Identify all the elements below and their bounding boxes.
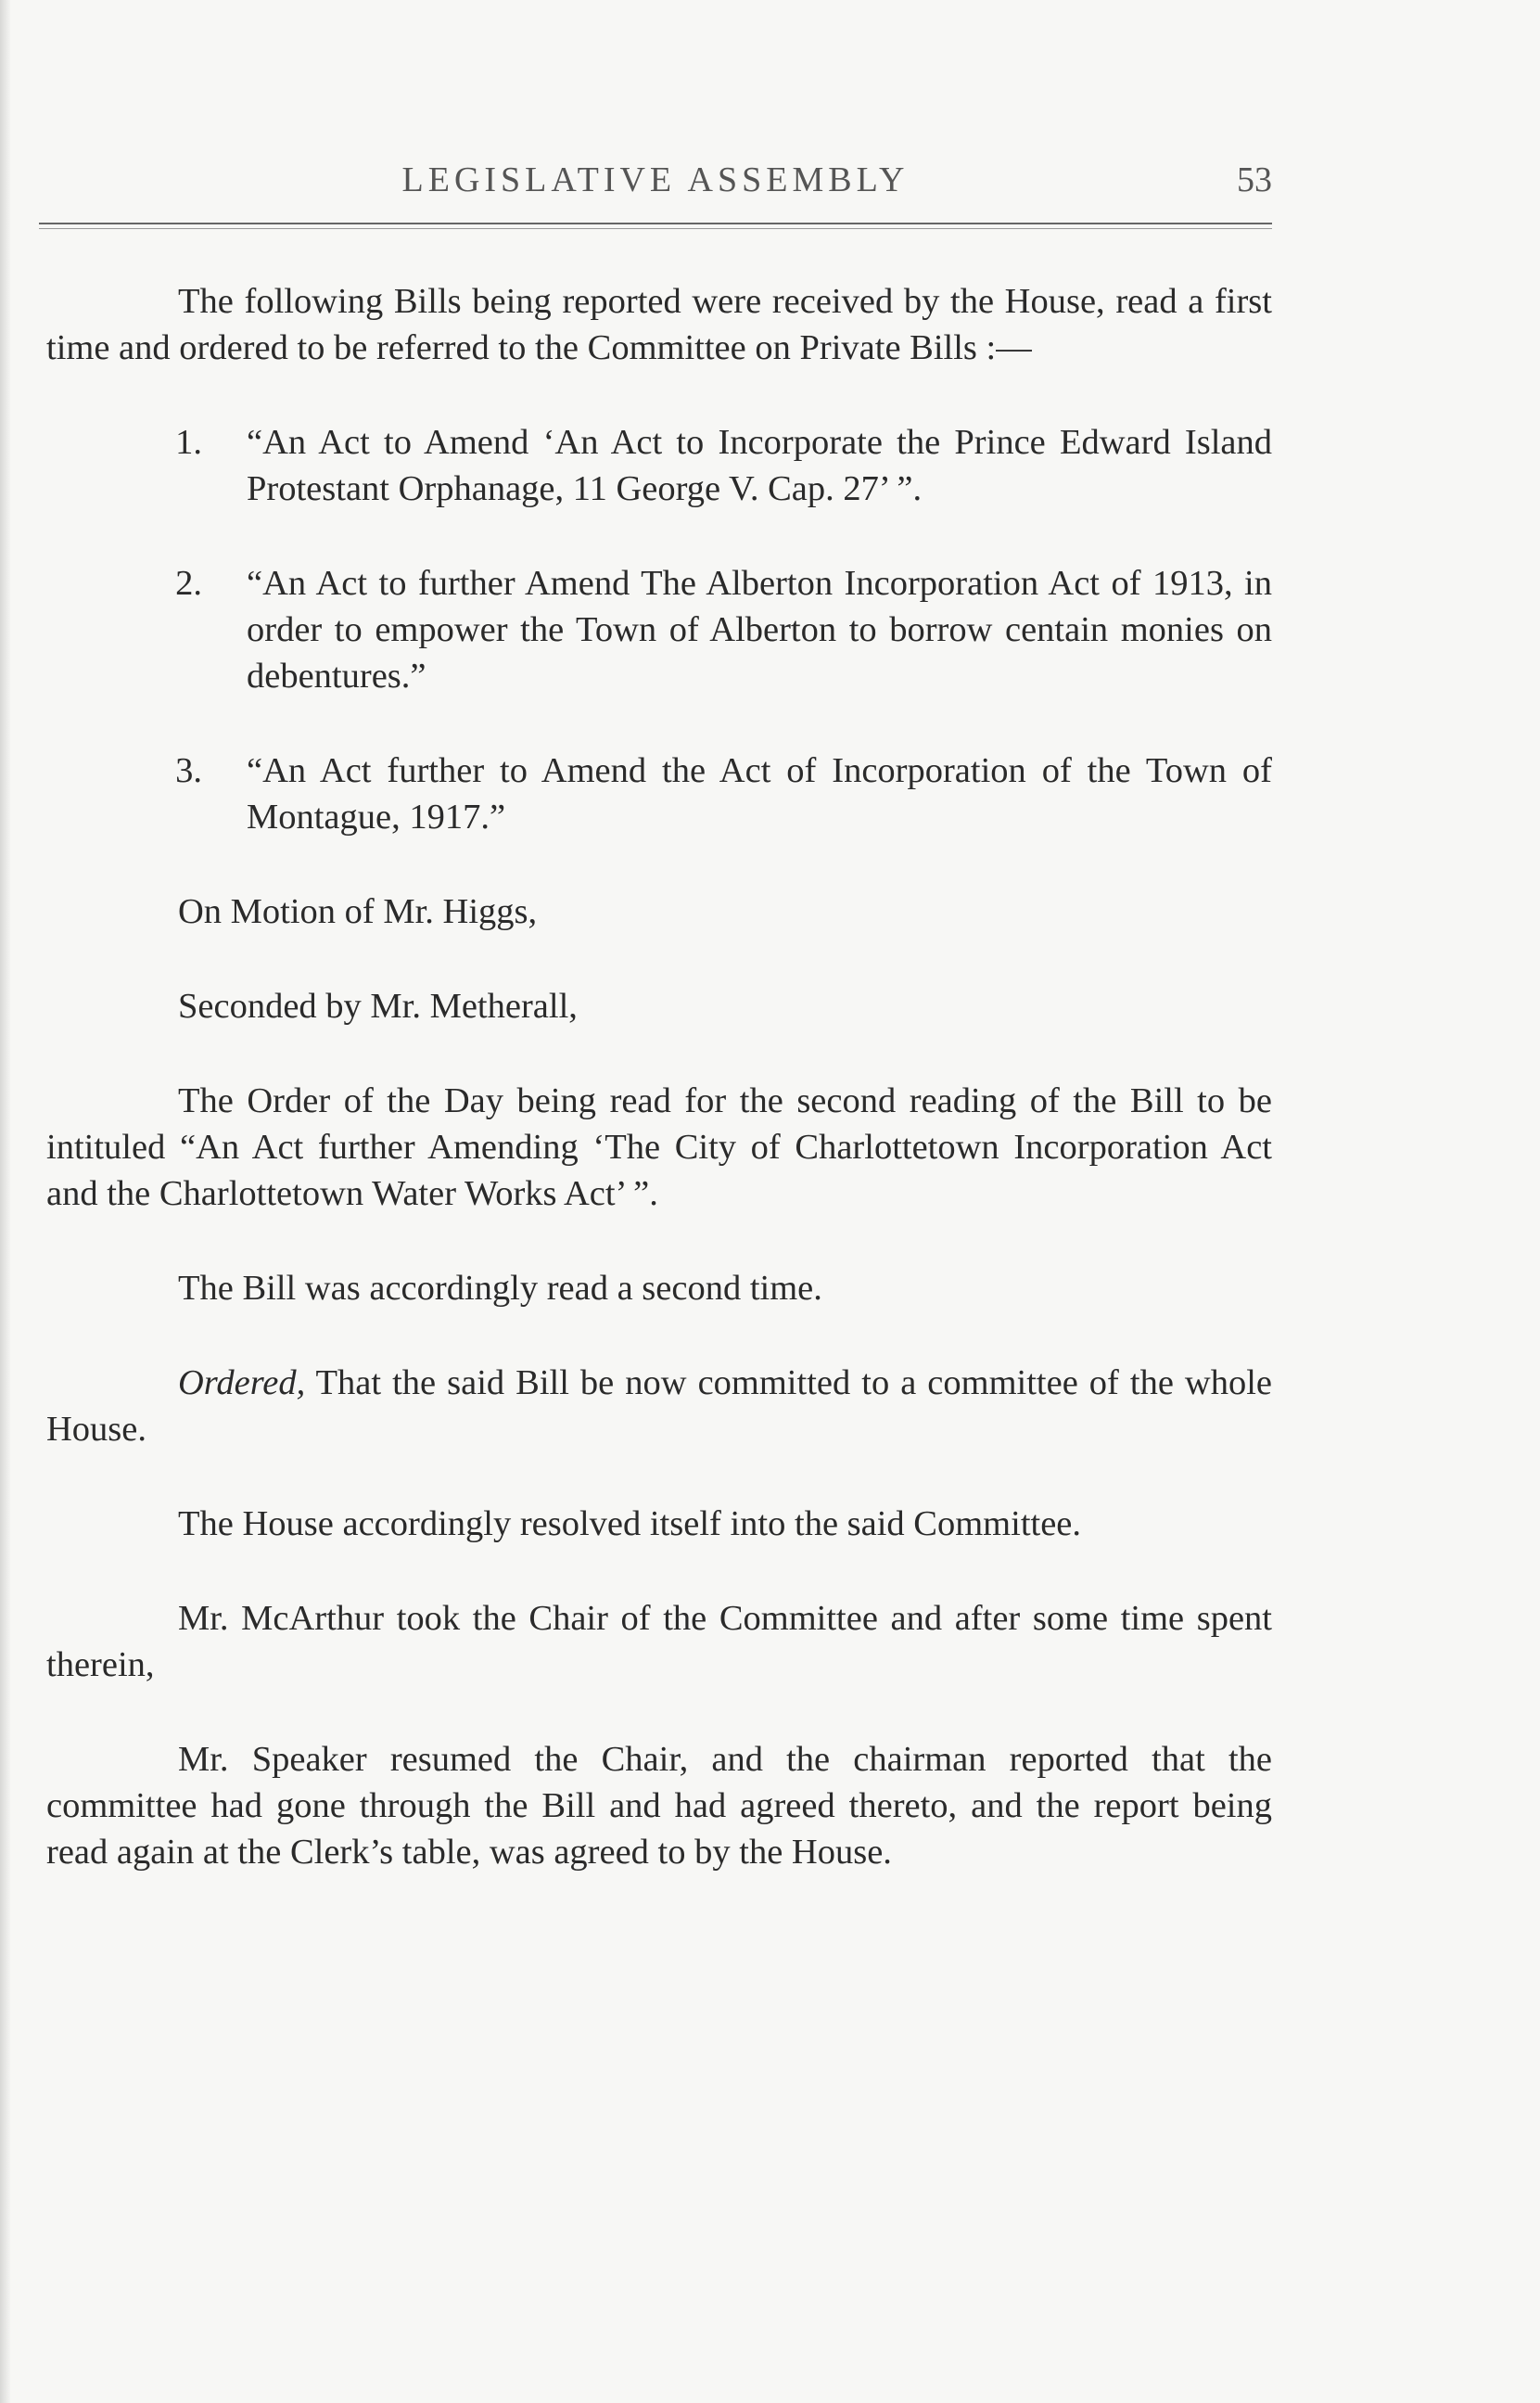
ordered-paragraph [46, 1360, 1272, 1452]
second-reading-paragraph: The Bill was accordingly read a second time. [178, 1269, 822, 1308]
bill-title: “An Act to Amend ‘An Act to Incorporate the Prince Edward Island Protestant Orphanage, 11 George V. Cap. 27’ ”. [247, 423, 1272, 508]
speaker-paragraph: Mr. Speaker resumed the Chair, and the chairman reported that the committee had gone through the Bill and had agreed thereto, and the report being read again at the Clerk’s table, was agreed to by the House. [46, 1740, 1272, 1872]
running-title: LEGISLATIVE ASSEMBLY [401, 160, 910, 199]
page-number: 53 [1237, 160, 1272, 199]
bill-title: “An Act further to Amend the Act of Incorporation of the Town of Montague, 1917.” [247, 751, 1272, 837]
intro-paragraph: The following Bills being reported were received by the House, read a first time and ordered to be referred to the Committee on Private Bills :— [46, 282, 1272, 367]
bill-item [46, 560, 1272, 699]
bill-title: “An Act to further Amend The Alberton Incorporation Act of 1913, in order to empower the Town of Alberton to borrow centain monies on debentures.” [247, 564, 1272, 696]
page-body [46, 278, 1272, 1924]
motion-line: On Motion of Mr. Higgs, [178, 892, 538, 931]
bill-number: 3. [175, 751, 202, 790]
running-head [39, 160, 1272, 206]
ordered-word: Ordered, [178, 1363, 306, 1402]
bill-number: 2. [175, 564, 202, 603]
order-of-day-paragraph: The Order of the Day being read for the second reading of the Bill to be intituled “An Act further Amending ‘The City of Charlottetown Incorporation Act and the Charlottetown Water Works Act’ ”. [46, 1081, 1272, 1213]
bill-item [46, 748, 1272, 840]
bill-item [46, 419, 1272, 512]
page-edge-shadow [0, 0, 11, 2403]
header-rule [39, 223, 1272, 229]
resolved-paragraph: The House accordingly resolved itself into the said Committee. [178, 1504, 1082, 1543]
bill-number: 1. [175, 423, 202, 462]
seconded-line: Seconded by Mr. Metherall, [178, 987, 578, 1026]
ordered-text: That the said Bill be now committed to a committee of the whole House. [46, 1363, 1272, 1449]
chair-paragraph: Mr. McArthur took the Chair of the Committee and after some time spent therein, [46, 1599, 1272, 1684]
